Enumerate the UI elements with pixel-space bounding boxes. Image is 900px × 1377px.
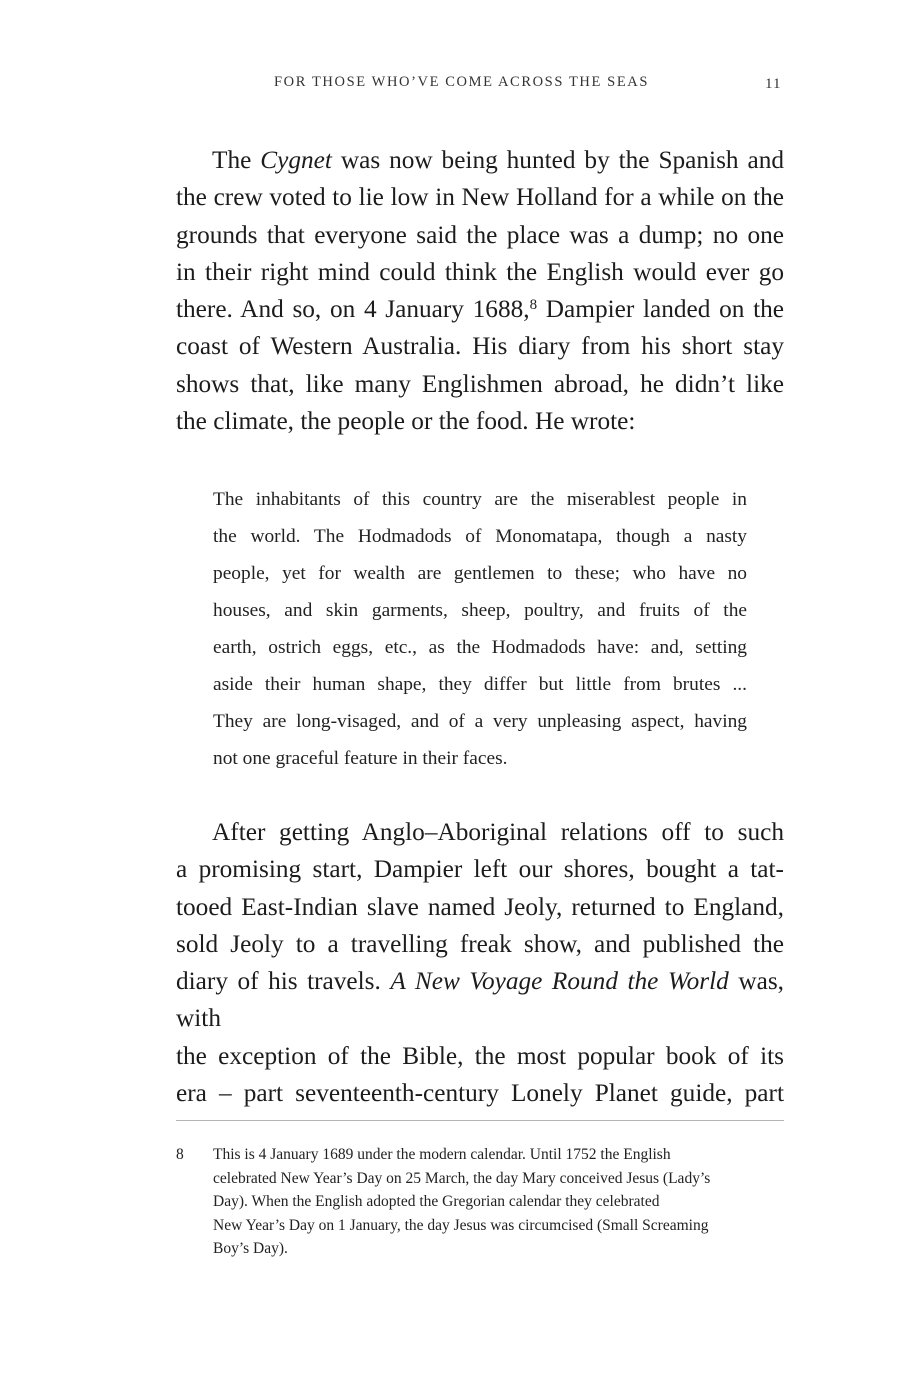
paragraph-line: tooed East-Indian slave named Jeoly, returned to England, xyxy=(176,892,784,921)
footnote-line: Day). When the English adopted the Gregorian calendar they celebrated xyxy=(213,1193,660,1210)
paragraph-line: era – part seventeenth-century Lonely Planet guide, part xyxy=(176,1079,784,1108)
book-title: A New Voyage Round the World xyxy=(390,967,729,996)
quote-line: not one graceful feature in their faces. xyxy=(213,748,508,769)
paragraph-line: After getting Anglo–Aboriginal relations off to such xyxy=(212,818,784,846)
footnote-text xyxy=(213,1143,788,1261)
paragraph-line: The Cygnet was now being hunted by the Spanish and xyxy=(212,146,784,174)
quote-line: aside their human shape, they differ but little from brutes ... xyxy=(213,674,747,695)
paragraph-line: a promising start, Dampier left our shores, bought a tat- xyxy=(176,855,784,884)
page-number: 11 xyxy=(765,76,782,92)
quote-line: earth, ostrich eggs, etc., as the Hodmadods have: and, setting xyxy=(213,637,747,658)
quote-line: The inhabitants of this country are the miserablest people in xyxy=(213,489,747,510)
quote-line: people, yet for wealth are gentlemen to these; who have no xyxy=(213,563,747,584)
paragraph-line: there. And so, on 4 January 1688,$^8$ Dampier landed on the xyxy=(176,295,784,324)
footnote-line: New Year’s Day on 1 January, the day Jesus was circumcised (Small Screaming xyxy=(213,1216,709,1234)
quote-line: the world. The Hodmadods of Monomatapa, though a nasty xyxy=(213,526,747,547)
body-paragraph-1 xyxy=(176,142,784,440)
quote-line: houses, and skin garments, sheep, poultry, and fruits of the xyxy=(213,600,747,621)
paragraph-line: coast of Western Australia. His diary from his short stay xyxy=(176,332,784,361)
quote-line: They are long-visaged, and of a very unpleasing aspect, having xyxy=(213,711,747,732)
paragraph-line: the exception of the Bible, the most popular book of its xyxy=(176,1041,784,1070)
paragraph-line: the climate, the people or the food. He wrote: xyxy=(176,407,636,436)
footnote-line: celebrated New Year’s Day on 25 March, the day Mary conceived Jesus (Lady’s xyxy=(213,1169,711,1187)
paragraph-line: grounds that everyone said the place was a dump; no one xyxy=(176,220,784,249)
paragraph-line: sold Jeoly to a travelling freak show, and published the xyxy=(176,929,784,958)
footnote-divider xyxy=(176,1120,784,1121)
footnote-line: This is 4 January 1689 under the modern calendar. Until 1752 the English xyxy=(213,1146,671,1163)
ship-name-cygnet: Cygnet xyxy=(260,146,332,174)
block-quote xyxy=(213,481,747,777)
footnote-reference[interactable]: 8 xyxy=(529,297,538,314)
paragraph-line: shows that, like many Englishmen abroad, he didn’t like xyxy=(176,369,784,398)
running-head: FOR THOSE WHO’VE COME ACROSS THE SEAS xyxy=(274,74,650,90)
body-paragraph-2 xyxy=(176,814,784,1112)
paragraph-line: the crew voted to lie low in New Holland for a while on the xyxy=(176,183,784,212)
footnote-marker: 8 xyxy=(176,1146,184,1163)
paragraph-line: diary of his travels. A New Voyage Round the World was, with xyxy=(176,967,785,1033)
footnote-line: Boy’s Day). xyxy=(213,1240,288,1257)
paragraph-line: in their right mind could think the English would ever go xyxy=(176,257,784,286)
